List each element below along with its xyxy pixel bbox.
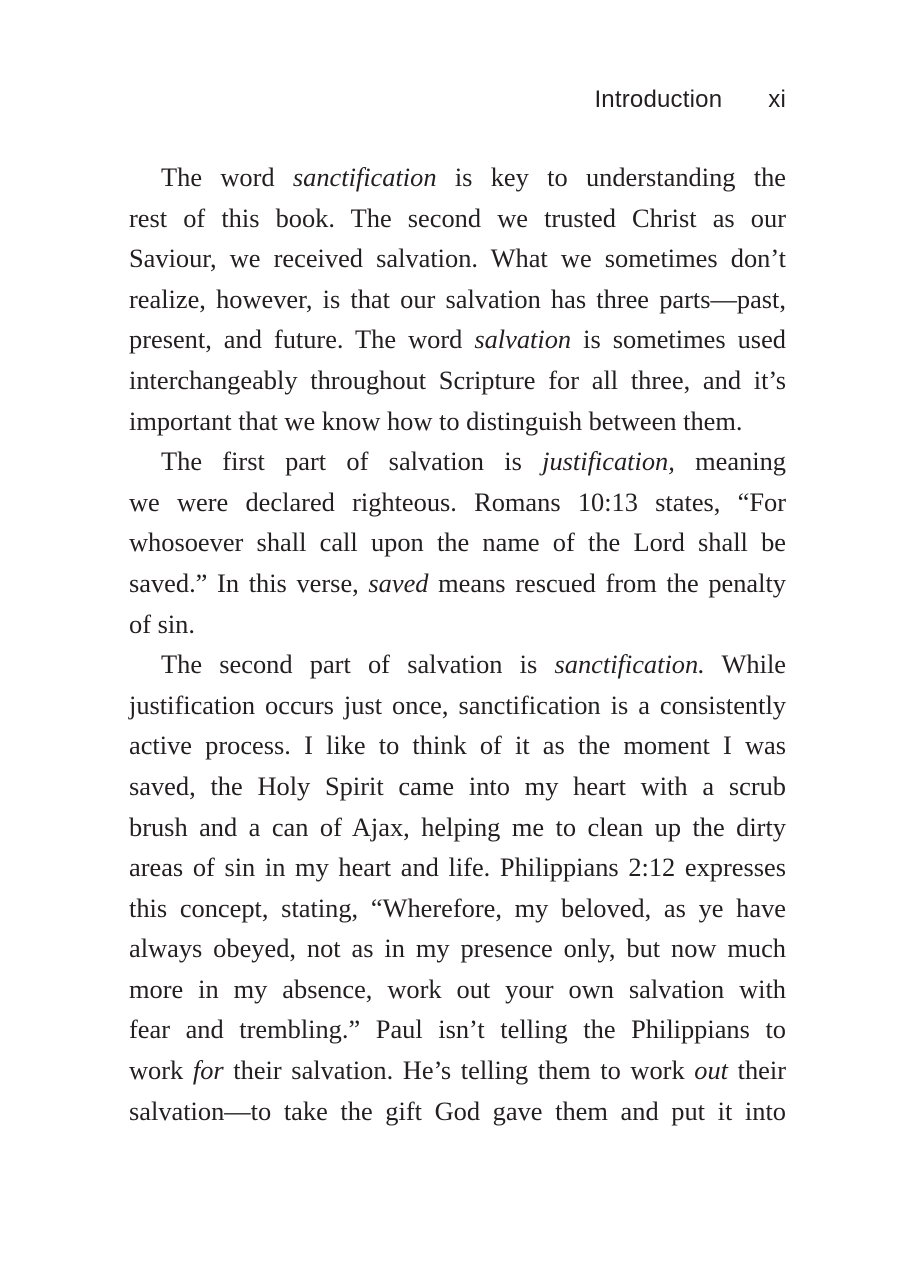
italic-term: saved [368,567,429,598]
text-line: The second part of salvation is sanctification. While [161,649,787,680]
text-line: The first part of salvation is justification, meaning [161,446,786,477]
italic-term: out [694,1055,728,1086]
paragraph [129,441,786,644]
italic-term: justification, [542,446,675,477]
text-line: areas of sin in my heart and life. Philippians 2:12 expresses [129,852,786,883]
text-line: always obeyed, not as in my presence only, but now much [129,933,786,964]
body-text [129,157,786,1131]
text-line: justification occurs just once, sanctification is a consistently [129,689,786,720]
italic-term: sanctification. [554,649,705,680]
text-line: realize, however, is that our salvation has three parts—past, [129,283,786,314]
text-line: more in my absence, work out your own salvation with [129,973,786,1004]
text-line: saved.” In this verse, saved means rescued from the penalty [129,567,786,598]
text-line: active process. I like to think of it as the moment I was [129,730,786,761]
paragraph [129,157,786,441]
text-line: we were declared righteous. Romans 10:13 states, “For [129,486,786,517]
italic-term: for [192,1055,224,1086]
running-head [594,86,786,114]
text-line: present, and future. The word salvation is sometimes used [129,324,786,355]
text-line: this concept, stating, “Wherefore, my beloved, as ye have [129,892,786,923]
text-line: The word sanctification is key to understanding the [161,162,786,192]
text-line: salvation—to take the gift God gave them and put it into [129,1095,786,1126]
text-line: Saviour, we received salvation. What we sometimes don’t [129,243,786,274]
text-line: work for their salvation. He’s telling them to work out their [129,1055,786,1086]
italic-term: salvation [474,324,572,355]
text-line: rest of this book. The second we trusted Christ as our [129,202,786,233]
text-line: important that we know how to distinguish between them. [129,405,743,436]
text-line: fear and trembling.” Paul isn’t telling the Philippians to [129,1014,786,1045]
chapter-title: Introduction [594,86,723,113]
text-line: interchangeably throughout Scripture for all three, and it’s [129,364,786,395]
text-line: saved, the Holy Spirit came into my heart with a scrub [129,770,786,801]
text-line: whosoever shall call upon the name of the Lord shall be [129,527,786,558]
text-line: brush and a can of Ajax, helping me to clean up the dirty [129,811,786,842]
page-number: xi [768,86,786,113]
paragraph [129,644,786,1131]
italic-term: sanctification [292,162,437,192]
text-line: of sin. [129,608,195,639]
